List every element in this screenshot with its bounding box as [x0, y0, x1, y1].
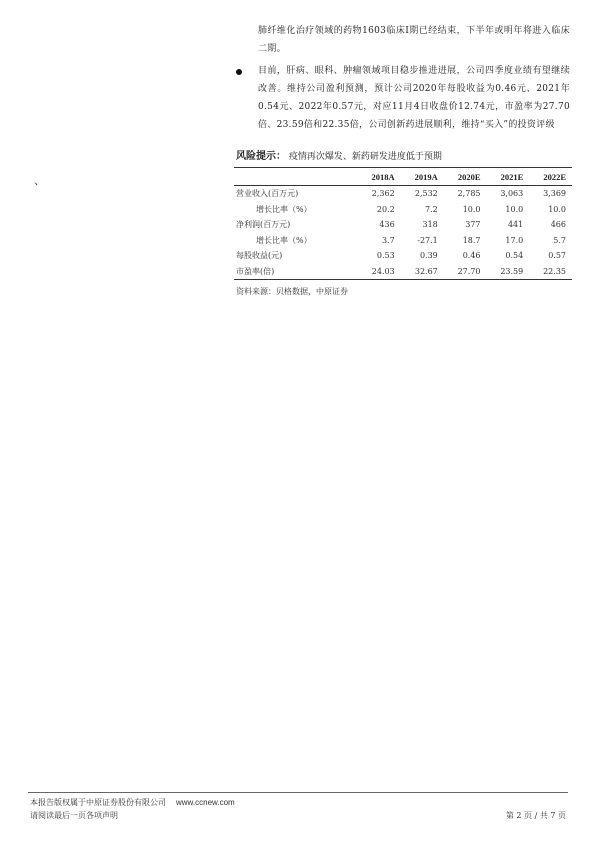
table-header-cell [234, 168, 358, 186]
table-cell: 22.35 [529, 264, 572, 280]
row-label: 净利润(百万元) [236, 220, 291, 230]
table-header-cell: 2019A [401, 168, 444, 186]
footer-disclaimer: 请阅读最后一页各项声明 [30, 811, 118, 820]
table-cell: 0.54 [505, 251, 524, 261]
table-row [234, 186, 572, 202]
table-cell: 3,063 [500, 189, 524, 199]
row-label: 增长比率（%） [256, 235, 312, 245]
table-row [234, 233, 572, 249]
table-cell: 0.46 [462, 251, 481, 261]
table-row [234, 248, 572, 264]
table-cell: 2,362 [371, 189, 395, 199]
table-row [234, 217, 572, 233]
bullet-icon [236, 69, 242, 75]
row-label: 营业收入(百万元) [236, 189, 299, 199]
table-cell: 18.7 [462, 235, 481, 245]
table-source: 资料来源：贝格数据，中原证券 [236, 287, 348, 296]
stray-mark: 、 [34, 174, 45, 187]
table-header-cell: 2022E [529, 168, 572, 186]
paragraph-fibrosis: 肺纤维化治疗领域的药物1603临床Ⅰ期已经结束，下半年或明年将进入临床二期。 [258, 26, 570, 54]
table-row [234, 202, 572, 218]
paragraph-forecast: 目前，肝病、眼科、肿瘤领域项目稳步推进进展，公司四季度业绩有望继续改善。维持公司盈利预测，预计公司2020年每股收益为0.46元、2021年0.54元、2022年0.57元，对应11月4日收盘价12.74元，市盈率为27.70倍、23.59倍和22.35倍，公司创新药进展顺利，维持“买入”的投资评级 [258, 66, 570, 130]
table-header-cell: 2020E [444, 168, 487, 186]
row-label: 增长比率（%） [256, 204, 312, 214]
table-cell: 5.7 [553, 235, 566, 245]
table-cell: 441 [507, 220, 524, 230]
risk-text: 疫情再次爆发、新药研发进度低于预期 [288, 152, 442, 162]
table-header-row [234, 168, 572, 186]
table-row [234, 264, 572, 280]
copyright-text: 本报告版权属于中原证券股份有限公司 [30, 798, 166, 807]
risk-label: 风险提示： [236, 151, 286, 162]
table-cell: 7.2 [425, 204, 438, 214]
row-label: 每股收益(元) [236, 251, 283, 261]
table-cell: 10.0 [548, 204, 566, 214]
table-cell: 2,785 [457, 189, 481, 199]
table-cell: 2,532 [414, 189, 438, 199]
table-cell: 377 [465, 220, 481, 230]
table-cell: 3,369 [543, 189, 566, 199]
table-cell: 27.70 [444, 264, 487, 280]
table-cell: 17.0 [505, 235, 524, 245]
table-cell: 436 [379, 220, 395, 230]
table-cell: 0.57 [548, 251, 566, 261]
table-cell: 10.0 [462, 204, 481, 214]
risk-warning [236, 150, 442, 164]
table-cell: 23.59 [487, 264, 530, 280]
table-cell: 10.0 [505, 204, 524, 214]
table-cell: 318 [422, 220, 438, 230]
table-header-cell: 2021E [487, 168, 530, 186]
table-header-cell: 2018A [358, 168, 401, 186]
table-cell: 3.7 [381, 235, 395, 245]
table-cell: -27.1 [417, 235, 438, 245]
financial-forecast-table [234, 167, 572, 280]
table-cell: 0.53 [376, 251, 395, 261]
table-cell: 20.2 [376, 204, 395, 214]
footer-url-link[interactable]: www.ccnew.com [176, 798, 235, 807]
table-cell: 24.03 [358, 264, 401, 280]
page-number: 第 2 页 / 共 7 页 [505, 811, 566, 820]
table-cell: 0.39 [419, 251, 438, 261]
footer-divider [28, 792, 568, 793]
footer-copyright [30, 797, 235, 808]
table-cell: 32.67 [401, 264, 444, 280]
table-cell: 466 [550, 220, 566, 230]
row-label: 市盈率(倍) [234, 264, 358, 280]
